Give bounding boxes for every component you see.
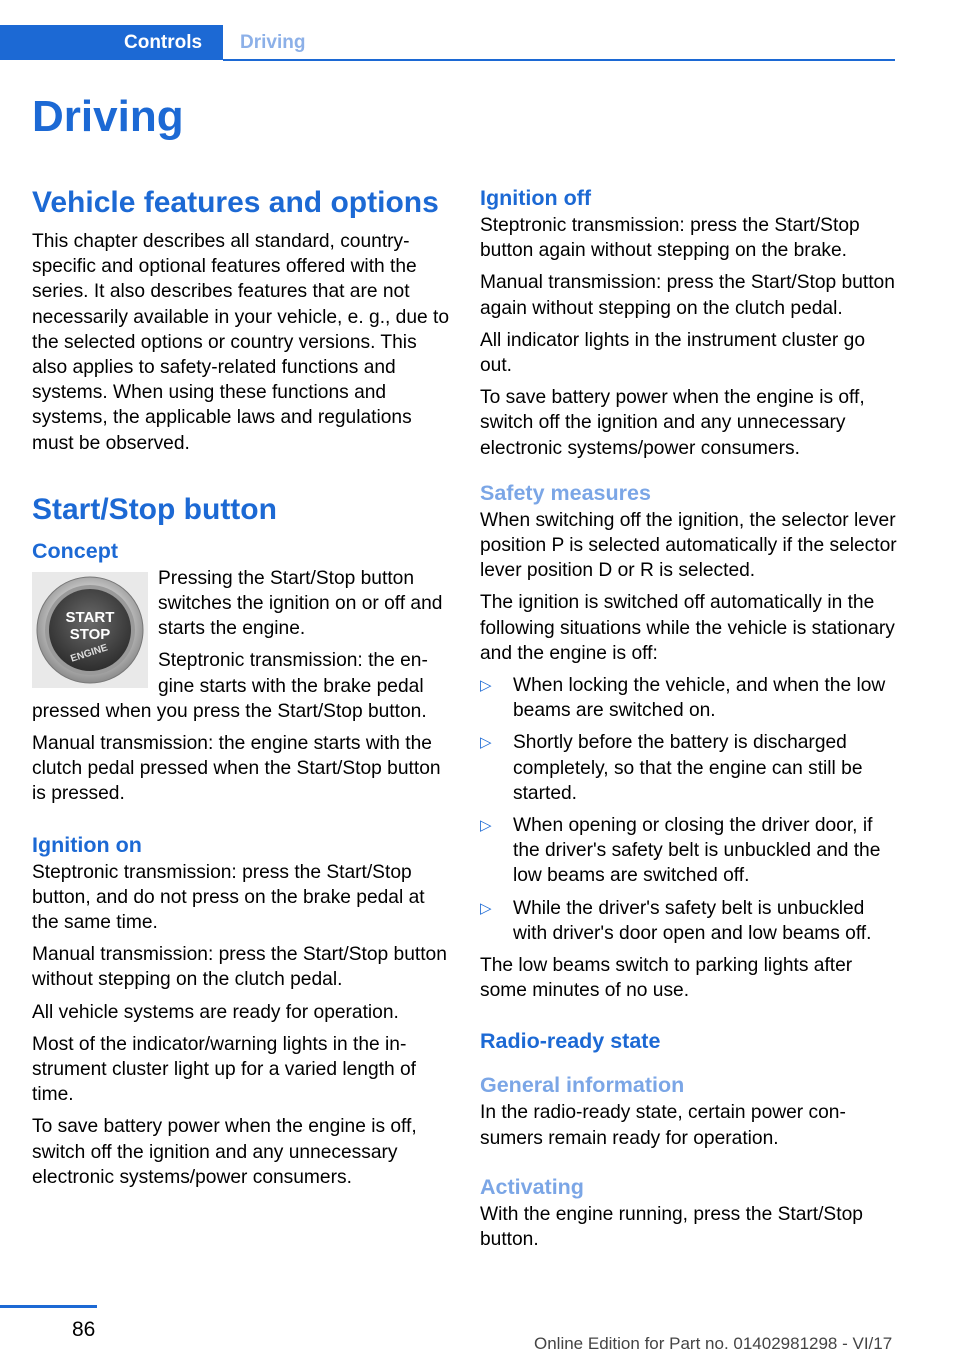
ignition-on-text-4: Most of the indicator/warning lights in the instrument cluster light up for a varied length of time. <box>32 1033 416 1106</box>
tab-driving[interactable]: Driving <box>240 32 306 53</box>
activating-text: With the engine running, press the Start/Stop button. <box>480 1203 863 1251</box>
start-stop-button-icon <box>32 572 148 688</box>
footer-rule <box>0 1305 97 1308</box>
right-column <box>480 183 898 1259</box>
heading-general-information: General information <box>480 1073 685 1098</box>
header-rule <box>223 59 895 61</box>
heading-safety-measures: Safety measures <box>480 480 651 505</box>
page-number: 86 <box>72 1318 96 1341</box>
auto-off-list <box>480 673 898 946</box>
triangle-right-icon: ▷ <box>480 899 492 917</box>
start-stop-button-image <box>32 572 148 688</box>
concept-text-2: Steptronic transmission: the engine starts with the brake pedal pressed when you press the Start/Stop button. <box>32 650 428 722</box>
ignition-off-text-2: Manual transmission: press the Start/Stop button again without stepping on the clutch pedal. <box>480 272 895 319</box>
heading-activating: Activating <box>480 1174 584 1199</box>
heading-ignition-on: Ignition on <box>32 832 142 857</box>
list-item: ▷ When opening or closing the driver door, if the driver's safety belt is unbuckled and the low beams are switched off. <box>480 815 881 887</box>
list-item: ▷ Shortly before the battery is discharged completely, so that the engine can still be started. <box>480 732 863 804</box>
svg-text:ENGINE: ENGINE <box>69 642 110 665</box>
ignition-off-text-3: All indicator lights in the instrument cluster go out. <box>480 329 865 377</box>
list-item: ▷ When locking the vehicle, and when the low beams are switched on. <box>480 675 886 722</box>
concept-text-3: Manual transmission: the engine starts with the clutch pedal pressed when the Start/Stop button is pressed. <box>32 733 441 805</box>
safety-text-2: The ignition is switched off automatically in the following situations while the vehicle is stationary and the engine is off: <box>480 592 895 664</box>
ignition-on-text-5: To save battery power when the engine is off, switch off the ignition and any unnecessary electronic systems/power consumers. <box>32 1116 417 1188</box>
vehicle-features-text: This chapter describes all standard, country-specific and optional features offered with the series. It also describes features that are not necessarily available in your vehicle, e. g., due to the selected options or country versions. This also applies to safety-related functions and systems. When using these functions and systems, the applicable laws and regulations must be observed. <box>32 231 450 454</box>
general-text: In the radio-ready state, certain power consumers remain ready for operation. <box>480 1102 846 1149</box>
ignition-on-text-1: Steptronic transmission: press the Start/Stop button, and do not press on the brake pedal at the same time. <box>32 861 425 934</box>
triangle-right-icon: ▷ <box>480 817 492 835</box>
safety-text-3: The low beams switch to parking lights after some minutes of no use. <box>480 955 853 1002</box>
heading-concept: Concept <box>32 538 118 563</box>
tab-controls[interactable]: Controls <box>0 25 223 60</box>
edition-text: Online Edition for Part no. 01402981298 - VI/17 <box>534 1334 893 1353</box>
section-title-vehicle-features: Vehicle features and options <box>32 186 439 219</box>
svg-text:START: START <box>65 608 115 626</box>
safety-text-1: When switching off the ignition, the selector lever position P is selected automatically if the selector lever position D or R is selected. <box>480 509 897 582</box>
heading-radio-ready: Radio-ready state <box>480 1029 661 1054</box>
svg-text:STOP: STOP <box>69 625 111 643</box>
left-column <box>32 183 450 1197</box>
header-bar <box>0 25 895 62</box>
ignition-off-text-4: To save battery power when the engine is off, switch off the ignition and any unnecessary electronic systems/power consumers. <box>480 387 865 459</box>
triangle-right-icon: ▷ <box>480 734 492 752</box>
list-item: ▷ While the driver's safety belt is unbuckled with driver's door open and low beams off. <box>480 897 872 944</box>
section-title-start-stop: Start/Stop button <box>32 492 277 526</box>
concept-text-1: Pressing the Start/Stop button switches the ignition on or off and starts the engine. <box>158 567 443 640</box>
ignition-on-text-3: All vehicle systems are ready for operation. <box>32 1001 399 1023</box>
ignition-off-text-1: Steptronic transmission: press the Start/Stop button again without stepping on the brake. <box>480 215 860 262</box>
heading-ignition-off: Ignition off <box>480 186 592 210</box>
ignition-on-text-2: Manual transmission: press the Start/Stop button without stepping on the clutch pedal. <box>32 944 447 991</box>
triangle-right-icon: ▷ <box>480 677 492 695</box>
page-title: Driving <box>32 92 184 141</box>
